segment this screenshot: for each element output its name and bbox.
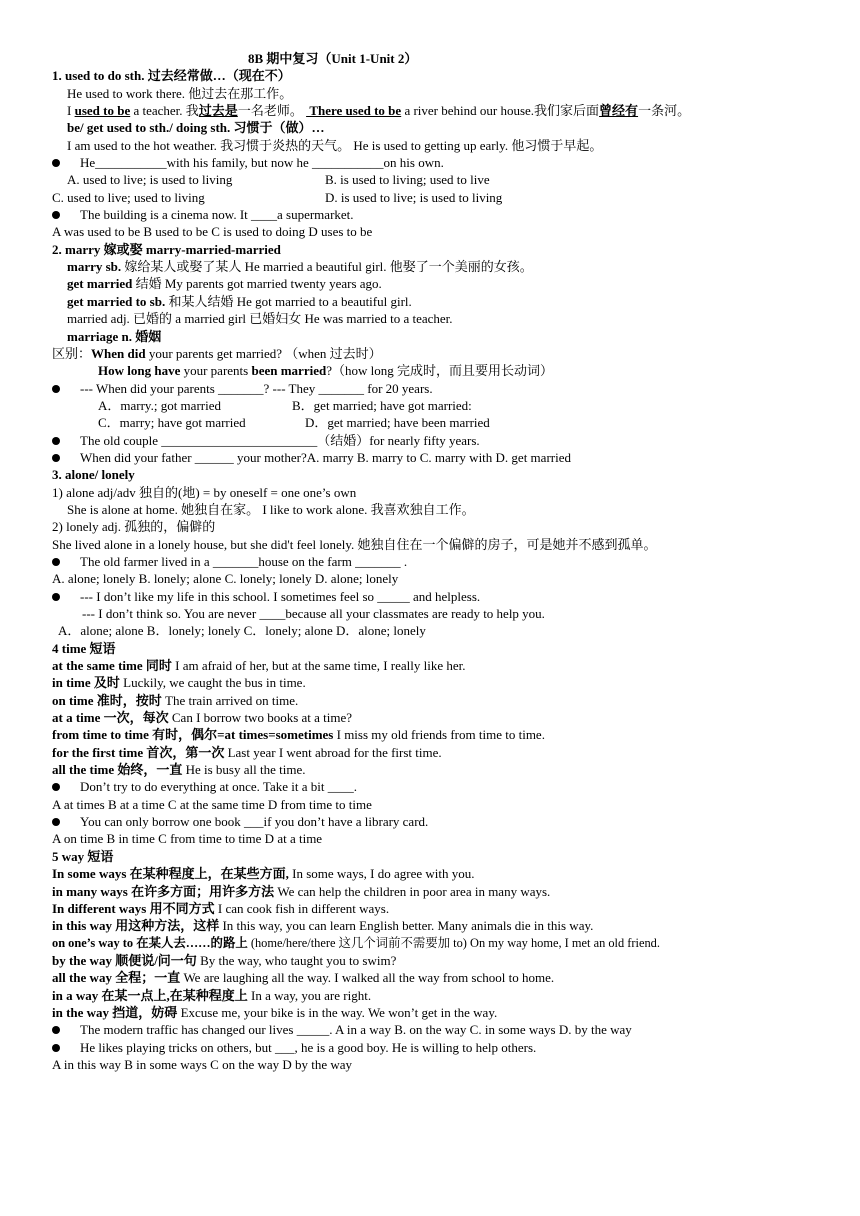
example-line: 1) alone adj/adv 独自的(地) = by oneself = one one’s own — [52, 484, 357, 500]
phrase-row: in the way 挡道，妨碍 Excuse me, your bike is in the way. We won’t get in the way. — [52, 1004, 498, 1020]
question-continued: --- I don’t think so. You are never ____because all your classmates are ready to help you. — [82, 606, 545, 621]
page-title: 8B 期中复习（Unit 1-Unit 2） — [248, 51, 418, 66]
phrase-row: in a way 在某一点上,在某种程度上 In a way, you are right. — [52, 987, 372, 1003]
bullet-icon — [52, 159, 60, 167]
options-line: A in this way B in some ways C on the way D by the way — [52, 1056, 353, 1072]
example-line: get married 结婚 My parents got married twenty years ago. — [67, 276, 382, 292]
bullet-icon — [52, 818, 60, 826]
question: You can only borrow one book ___if you don’t have a library card. — [52, 813, 852, 830]
phrase-row: for the first time 首次，第一次 Last year I went abroad for the first time. — [52, 744, 442, 760]
subheading: be/ get used to sth./ doing sth. 习惯于（做）… — [67, 120, 325, 136]
phrase-row: on time 准时，按时 The train arrived on time. — [52, 692, 299, 708]
options-line: A. alone; lonely B. lonely; alone C. lonely; lonely D. alone; lonely — [52, 571, 399, 587]
phrase-row: all the way 全程；一直 We are laughing all the way. I walked all the way from school to home. — [52, 970, 555, 986]
phrase-row: In different ways 用不同方式 I can cook fish in different ways. — [52, 900, 390, 916]
bullet-icon — [52, 454, 60, 462]
example-line: He used to work there. 他过去在那工作。 — [67, 85, 293, 101]
section-3-heading: 3. alone/ lonely — [52, 467, 135, 483]
section-5-heading: 5 way 短语 — [52, 848, 114, 864]
question: The old farmer lived in a _______house on the farm _______ . — [52, 553, 852, 570]
section-2-heading: 2. marry 嫁或娶 marry-married-married — [52, 241, 281, 257]
bullet-icon — [52, 385, 60, 393]
options-line: A at times B at a time C at the same time D from time to time — [52, 796, 372, 812]
question: The old couple ________________________（结婚）for nearly fifty years. — [52, 432, 852, 449]
bullet-icon — [52, 593, 60, 601]
phrase-row: on one’s way to 在某人去……的路上 (home/here/there 这几个词前不需要加 to) On my way home, I met an old friend. — [52, 935, 660, 950]
phrase-row: from time to time 有时，偶尔=at times=sometimes I miss my old friends from time to time. — [52, 727, 545, 743]
example-line: I used to be a teacher. 我过去是一名老师。 There used to be a river behind our house.我们家后面曾经有一条河。 — [67, 103, 691, 119]
example-line: marriage n. 婚姻 — [67, 328, 162, 344]
phrase-row: In some ways 在某种程度上，在某些方面, In some ways, I do agree with you. — [52, 866, 475, 882]
example-line: She is alone at home. 她独自在家。 I like to work alone. 我喜欢独自工作。 — [67, 501, 475, 517]
options-line: C．marry; have got married D．get married; have been married — [98, 415, 490, 431]
example-line: get married to sb. 和某人结婚 He got married to a beautiful girl. — [67, 293, 412, 309]
question: The modern traffic has changed our lives _____. A in a way B. on the way C. in some ways D. by the way — [52, 1021, 852, 1038]
question: He likes playing tricks on others, but ___, he is a good boy. He is willing to help others. — [52, 1039, 852, 1056]
bullet-icon — [52, 1026, 60, 1034]
phrase-row: all the time 始终，一直 He is busy all the time. — [52, 762, 306, 778]
document-body — [52, 50, 852, 1073]
bullet-icon — [52, 211, 60, 219]
bullet-icon — [52, 437, 60, 445]
difference-line: How long have your parents been married?（how long 完成时，而且要用长动词） — [98, 363, 553, 379]
question: Don’t try to do everything at once. Take it a bit ____. — [52, 778, 852, 795]
phrase-row: in many ways 在许多方面；用许多方法 We can help the children in poor area in many ways. — [52, 883, 551, 899]
options-line: A．alone; alone B．lonely; lonely C．lonely; alone D．alone; lonely — [58, 623, 426, 639]
section-4-heading: 4 time 短语 — [52, 640, 116, 656]
example-line: married adj. 已婚的 a married girl 已婚妇女 He was married to a teacher. — [67, 311, 453, 327]
question: He___________with his family, but now he ___________on his own. — [52, 154, 852, 171]
question: --- When did your parents _______? --- They _______ for 20 years. — [52, 380, 852, 397]
phrase-row: in this way 用这种方法，这样 In this way, you can learn English better. Many animals die in this way. — [52, 918, 594, 934]
question: The building is a cinema now. It ____a supermarket. — [52, 206, 852, 223]
bullet-icon — [52, 1044, 60, 1052]
options-line: A on time B in time C from time to time D at a time — [52, 831, 323, 847]
options-line: A．marry.; got married B．get married; have got married: — [98, 397, 472, 413]
bullet-icon — [52, 558, 60, 566]
question: --- I don’t like my life in this school. I sometimes feel so _____ and helpless. — [52, 588, 852, 605]
section-1-heading: 1. used to do sth. 过去经常做…（现在不） — [52, 68, 291, 84]
example-line: She lived alone in a lonely house, but she did't feel lonely. 她独自住在一个偏僻的房子，可是她并不感到孤单。 — [52, 536, 657, 552]
difference-line: 区别：When did your parents get married? （when 过去时） — [52, 345, 382, 361]
example-line: I am used to the hot weather. 我习惯于炎热的天气。 He is used to getting up early. 他习惯于早起。 — [67, 137, 603, 153]
example-line: 2) lonely adj. 孤独的，偏僻的 — [52, 519, 216, 535]
example-line: marry sb. 嫁给某人或娶了某人 He married a beautiful girl. 他娶了一个美丽的女孩。 — [67, 259, 533, 275]
phrase-row: by the way 顺便说/问一句 By the way, who taught you to swim? — [52, 952, 397, 968]
phrase-row: in time 及时 Luckily, we caught the bus in time. — [52, 675, 306, 691]
question: When did your father ______ your mother?A. marry B. marry to C. marry with D. get married — [52, 449, 852, 466]
phrase-row: at the same time 同时 I am afraid of her, but at the same time, I really like her. — [52, 658, 466, 674]
phrase-row: at a time 一次，每次 Can I borrow two books at a time? — [52, 710, 353, 726]
bullet-icon — [52, 783, 60, 791]
options-line: A. used to live; is used to living B. is used to living; used to live — [67, 172, 490, 188]
options-line: C. used to live; used to living D. is used to live; is used to living — [52, 189, 503, 205]
options-line: A was used to be B used to be C is used to doing D uses to be — [52, 224, 373, 240]
